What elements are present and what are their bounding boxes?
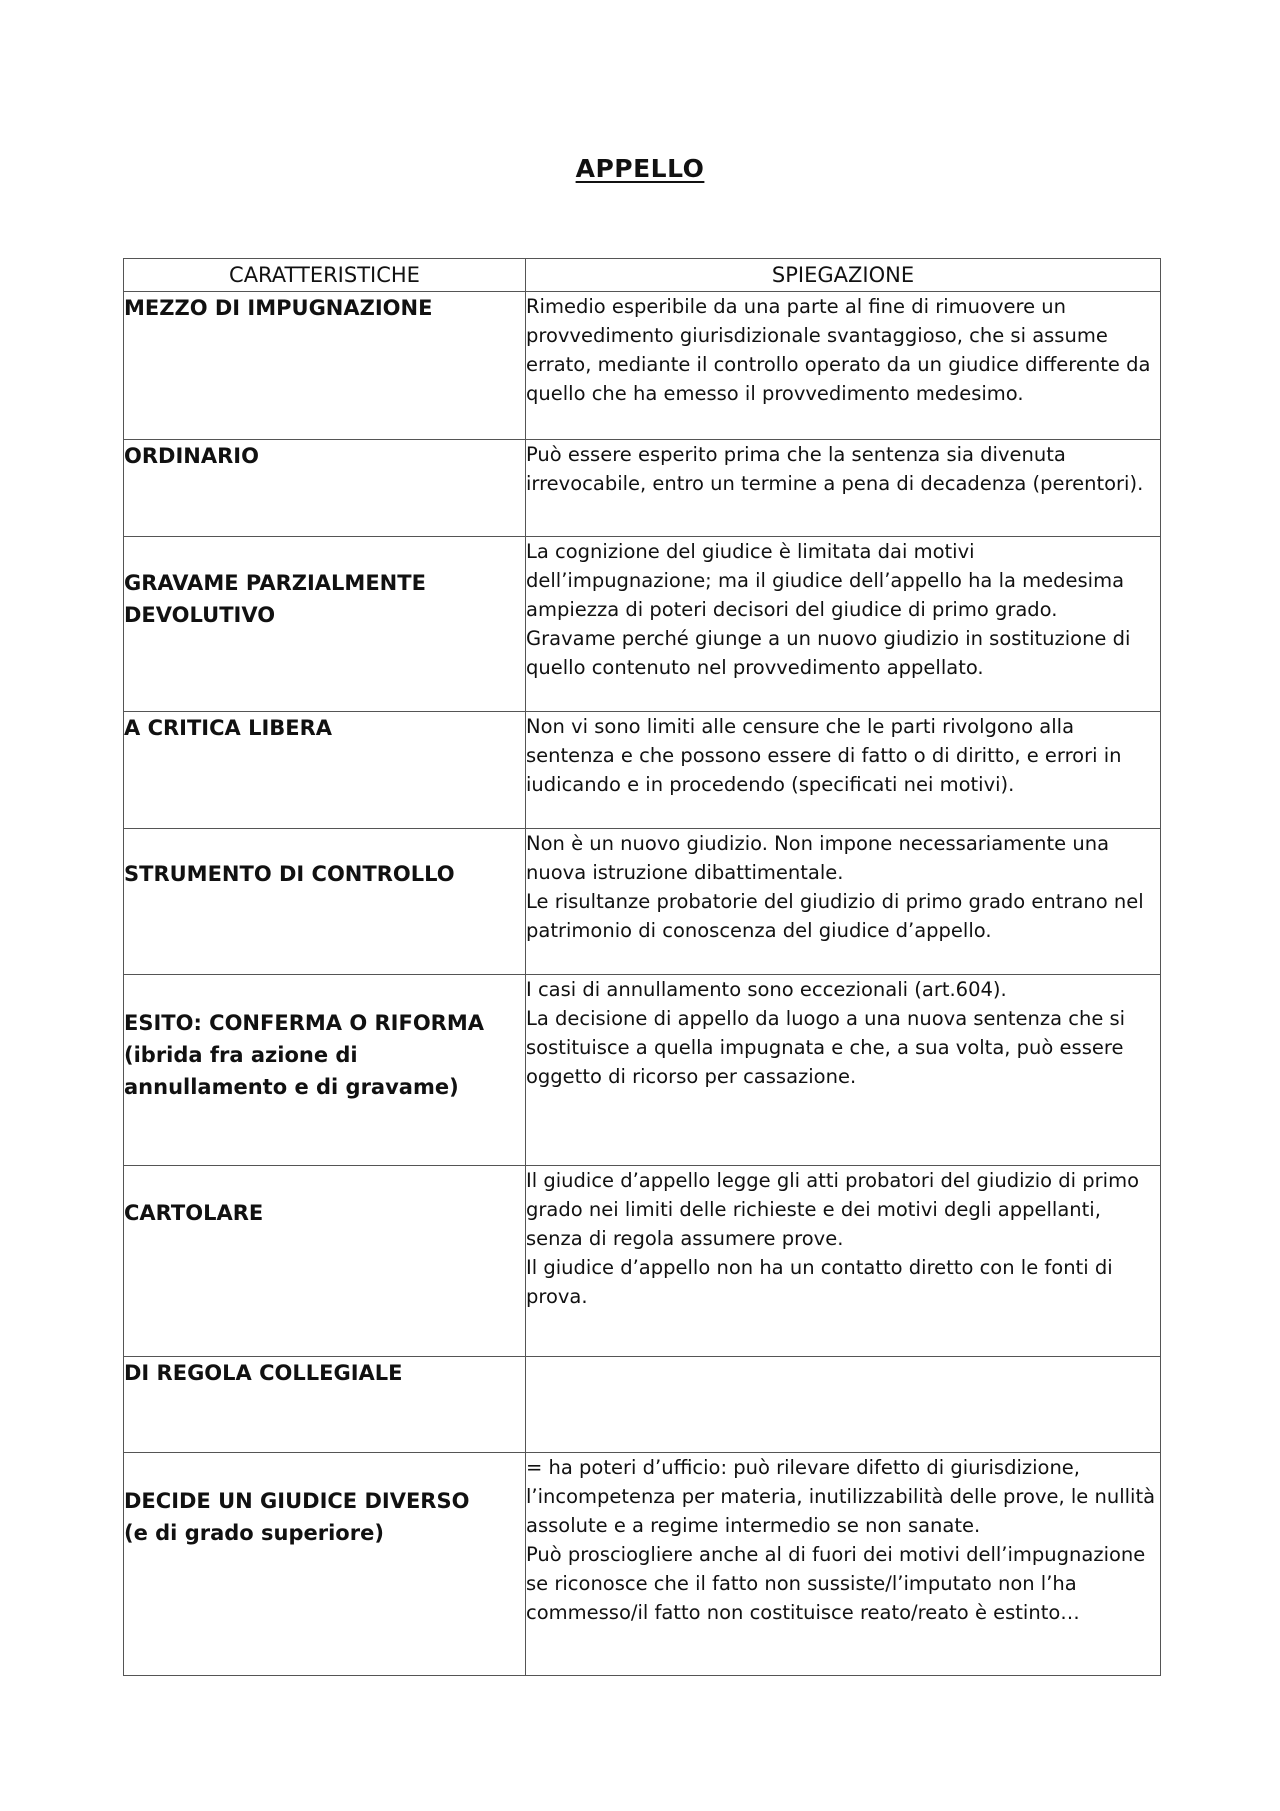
feature-label: CARTOLARE xyxy=(124,1201,264,1225)
feature-label: A CRITICA LIBERA xyxy=(124,716,333,740)
feature-cell xyxy=(124,440,526,537)
explanation-cell xyxy=(526,1357,1161,1453)
feature-label: GRAVAME PARZIALMENTE DEVOLUTIVO xyxy=(124,571,426,627)
explanation-text: La decisione di appello da luogo a una nuova sentenza che si sostituisce a quella impugnata e che, a sua volta, può essere oggetto di ricorso per cassazione. xyxy=(526,1007,1126,1088)
table-row xyxy=(124,712,1161,829)
explanation-text: Il giudice d’appello legge gli atti probatori del giudizio di primo grado nei limiti delle richieste e dei motivi degli appellanti, senza di regola assumere prove. xyxy=(526,1169,1140,1250)
explanation-text: Non è un nuovo giudizio. Non impone necessariamente una nuova istruzione dibattimentale. xyxy=(526,832,1110,884)
explanation-cell xyxy=(526,1453,1161,1676)
table-header-row xyxy=(124,259,1161,292)
page-title: APPELLO xyxy=(575,154,705,183)
explanation-cell xyxy=(526,537,1161,712)
explanation-cell xyxy=(526,1166,1161,1357)
explanation-text: Non vi sono limiti alle censure che le parti rivolgono alla sentenza e che possono essere di fatto o di diritto, e errori in iudicando e in procedendo (specificati nei motivi). xyxy=(526,715,1122,796)
table-row xyxy=(124,292,1161,440)
table-row xyxy=(124,1453,1161,1676)
explanation-cell xyxy=(526,829,1161,975)
explanation-text: La cognizione del giudice è limitata dai motivi dell’impugnazione; ma il giudice dell’appello ha la medesima ampiezza di poteri decisori del giudice di primo grado. xyxy=(526,540,1125,621)
feature-label: DECIDE UN GIUDICE DIVERSO xyxy=(124,1489,470,1513)
table-row xyxy=(124,1166,1161,1357)
explanation-cell xyxy=(526,292,1161,440)
explanation-text: I casi di annullamento sono eccezionali (art.604). xyxy=(526,978,1007,1001)
feature-cell xyxy=(124,1166,526,1357)
feature-cell xyxy=(124,712,526,829)
feature-cell xyxy=(124,1453,526,1676)
explanation-text: Rimedio esperibile da una parte al fine di rimuovere un provvedimento giurisdizionale svantaggioso, che si assume errato, mediante il controllo operato da un giudice differente da quello che ha emesso il provvedimento medesimo. xyxy=(526,295,1151,405)
explanation-cell xyxy=(526,975,1161,1166)
table-row xyxy=(124,440,1161,537)
column-header-characteristics: CARATTERISTICHE xyxy=(124,259,526,292)
explanation-text: = ha poteri d’ufficio: può rilevare difetto di giurisdizione, l’incompetenza per materia, inutilizzabilità delle prove, le nullità assolute e a regime intermedio se non sanate. xyxy=(526,1456,1156,1537)
explanation-cell xyxy=(526,712,1161,829)
explanation-text: Le risultanze probatorie del giudizio di primo grado entrano nel patrimonio di conoscenza del giudice d’appello. xyxy=(526,890,1144,942)
explanation-text: Può prosciogliere anche al di fuori dei motivi dell’impugnazione se riconosce che il fatto non sussiste/l’imputato non l’ha commesso/il fatto non costituisce reato/reato è estinto… xyxy=(526,1543,1146,1624)
table-row xyxy=(124,975,1161,1166)
characteristics-table xyxy=(123,258,1161,1676)
feature-label: DI REGOLA COLLEGIALE xyxy=(124,1361,403,1385)
explanation-text: Gravame perché giunge a un nuovo giudizio in sostituzione di quello contenuto nel provvedimento appellato. xyxy=(526,627,1131,679)
feature-cell xyxy=(124,829,526,975)
feature-label: MEZZO DI IMPUGNAZIONE xyxy=(124,296,433,320)
explanation-text: Il giudice d’appello non ha un contatto diretto con le fonti di prova. xyxy=(526,1256,1113,1308)
feature-label: STRUMENTO DI CONTROLLO xyxy=(124,862,455,886)
explanation-cell xyxy=(526,440,1161,537)
table-row xyxy=(124,1357,1161,1453)
feature-sublabel: (e di grado superiore) xyxy=(124,1521,384,1545)
feature-cell xyxy=(124,537,526,712)
feature-cell xyxy=(124,292,526,440)
feature-label: ESITO: CONFERMA O RIFORMA (ibrida fra azione di annullamento e di gravame) xyxy=(124,1011,484,1099)
column-header-explanation: SPIEGAZIONE xyxy=(526,259,1161,292)
table-row xyxy=(124,829,1161,975)
explanation-text: Può essere esperito prima che la sentenza sia divenuta irrevocabile, entro un termine a pena di decadenza (perentori). xyxy=(526,443,1144,495)
feature-cell xyxy=(124,1357,526,1453)
feature-cell xyxy=(124,975,526,1166)
table-row xyxy=(124,537,1161,712)
feature-label: ORDINARIO xyxy=(124,444,259,468)
